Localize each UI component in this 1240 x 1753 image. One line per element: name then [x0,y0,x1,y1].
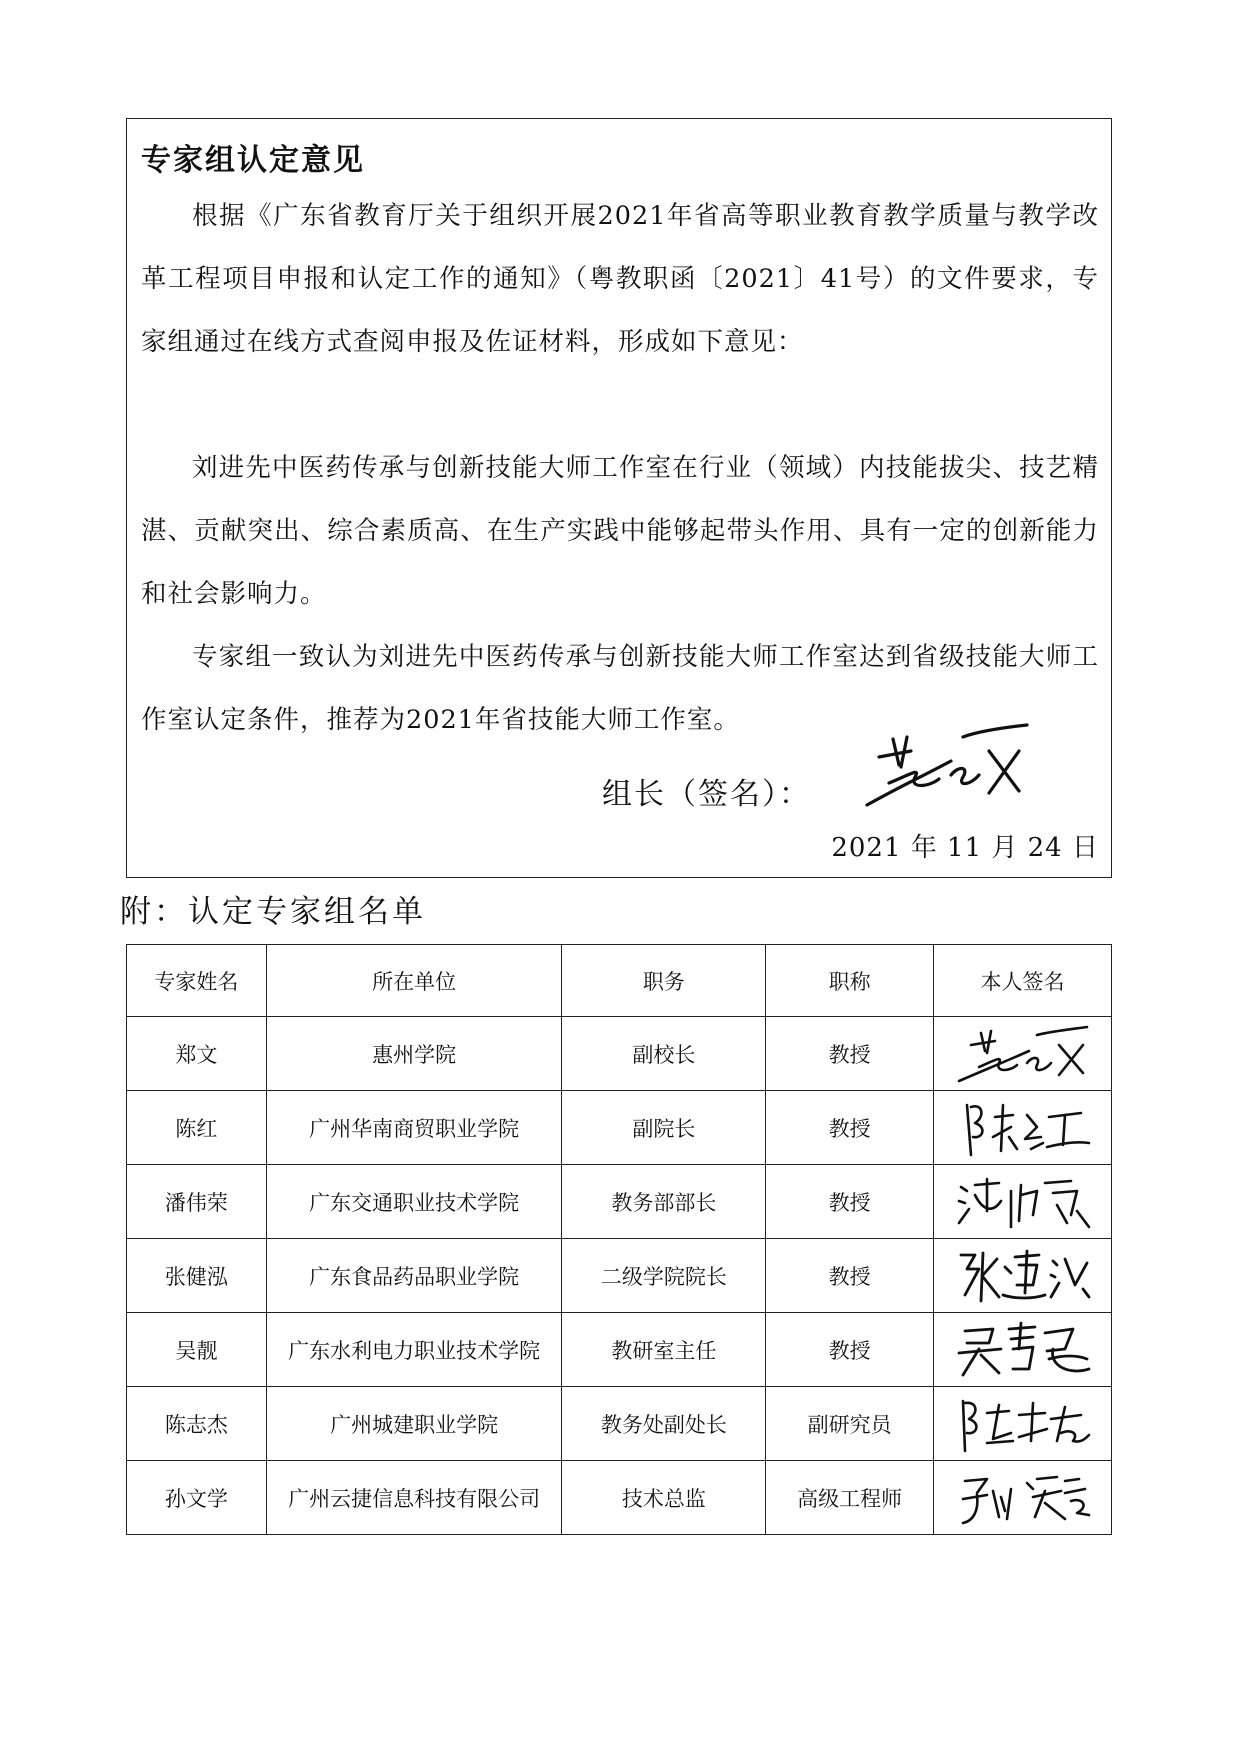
expert-unit: 广东食品药品职业学院 [266,1239,562,1313]
handwritten-signature [953,1023,1093,1085]
handwritten-signature [953,1393,1093,1455]
expert-opinion-box [126,118,1112,878]
table-row [127,1165,1112,1239]
expert-title: 高级工程师 [766,1461,934,1535]
column-header: 所在单位 [266,945,562,1017]
table-row [127,1387,1112,1461]
table-row [127,1091,1112,1165]
expert-name: 潘伟荣 [127,1165,267,1239]
expert-name: 张健泓 [127,1239,267,1313]
expert-name: 郑文 [127,1017,267,1091]
expert-title: 教授 [766,1165,934,1239]
leader-signature [859,717,1029,817]
expert-list-table [126,944,1112,1535]
expert-name: 吴靓 [127,1313,267,1387]
signature-cell [934,1091,1112,1165]
column-header: 职务 [562,945,766,1017]
handwritten-signature [953,1319,1093,1381]
signature-cell [934,1313,1112,1387]
table-row [127,1017,1112,1091]
expert-unit: 广东水利电力职业技术学院 [266,1313,562,1387]
expert-title: 教授 [766,1091,934,1165]
attachment-title: 附：认定专家组名单 [120,894,426,930]
expert-position: 教务处副处长 [562,1387,766,1461]
column-header: 专家姓名 [127,945,267,1017]
expert-unit: 广东交通职业技术学院 [266,1165,562,1239]
expert-position: 副院长 [562,1091,766,1165]
handwritten-signature [953,1245,1093,1307]
expert-position: 副校长 [562,1017,766,1091]
opinion-paragraph-3: 专家组一致认为刘进先中医药传承与创新技能大师工作室达到省级技能大师工作室认定条件，推荐为2021年省技能大师工作室。 [141,642,1099,735]
signature-cell [934,1461,1112,1535]
expert-unit: 广州云捷信息科技有限公司 [266,1461,562,1535]
table-row [127,1461,1112,1535]
column-header: 职称 [766,945,934,1017]
expert-position: 教务部部长 [562,1165,766,1239]
expert-title: 教授 [766,1239,934,1313]
handwritten-signature [953,1467,1093,1529]
handwritten-signature [953,1097,1093,1159]
opinion-paragraph-1: 根据《广东省教育厅关于组织开展2021年省高等职业教育教学质量与教学改革工程项目申报和认定工作的通知》（粤教职函〔2021〕41号）的文件要求，专家组通过在线方式查阅申报及佐证材料，形成如下意见： [141,201,1099,357]
expert-title: 教授 [766,1017,934,1091]
table-row [127,1239,1112,1313]
expert-position: 二级学院院长 [562,1239,766,1313]
leader-signature-label: 组长（签名）： [602,777,811,812]
expert-position: 教研室主任 [562,1313,766,1387]
expert-unit: 广州华南商贸职业学院 [266,1091,562,1165]
date-line: 2021 年 11 月 24 日 [831,833,1099,863]
signature-cell [934,1165,1112,1239]
handwritten-signature [953,1171,1093,1233]
expert-name: 陈红 [127,1091,267,1165]
expert-name: 孙文学 [127,1461,267,1535]
expert-unit: 广州城建职业学院 [266,1387,562,1461]
expert-title: 教授 [766,1313,934,1387]
signature-cell [934,1387,1112,1461]
expert-unit: 惠州学院 [266,1017,562,1091]
table-row [127,1313,1112,1387]
signature-cell [934,1017,1112,1091]
expert-position: 技术总监 [562,1461,766,1535]
opinion-title: 专家组认定意见 [141,143,365,178]
expert-title: 副研究员 [766,1387,934,1461]
signature-cell [934,1239,1112,1313]
column-header: 本人签名 [934,945,1112,1017]
table-header-row [127,945,1112,1017]
opinion-paragraph-2: 刘进先中医药传承与创新技能大师工作室在行业（领域）内技能拔尖、技艺精湛、贡献突出、综合素质高、在生产实践中能够起带头作用、具有一定的创新能力和社会影响力。 [141,453,1099,609]
expert-name: 陈志杰 [127,1387,267,1461]
